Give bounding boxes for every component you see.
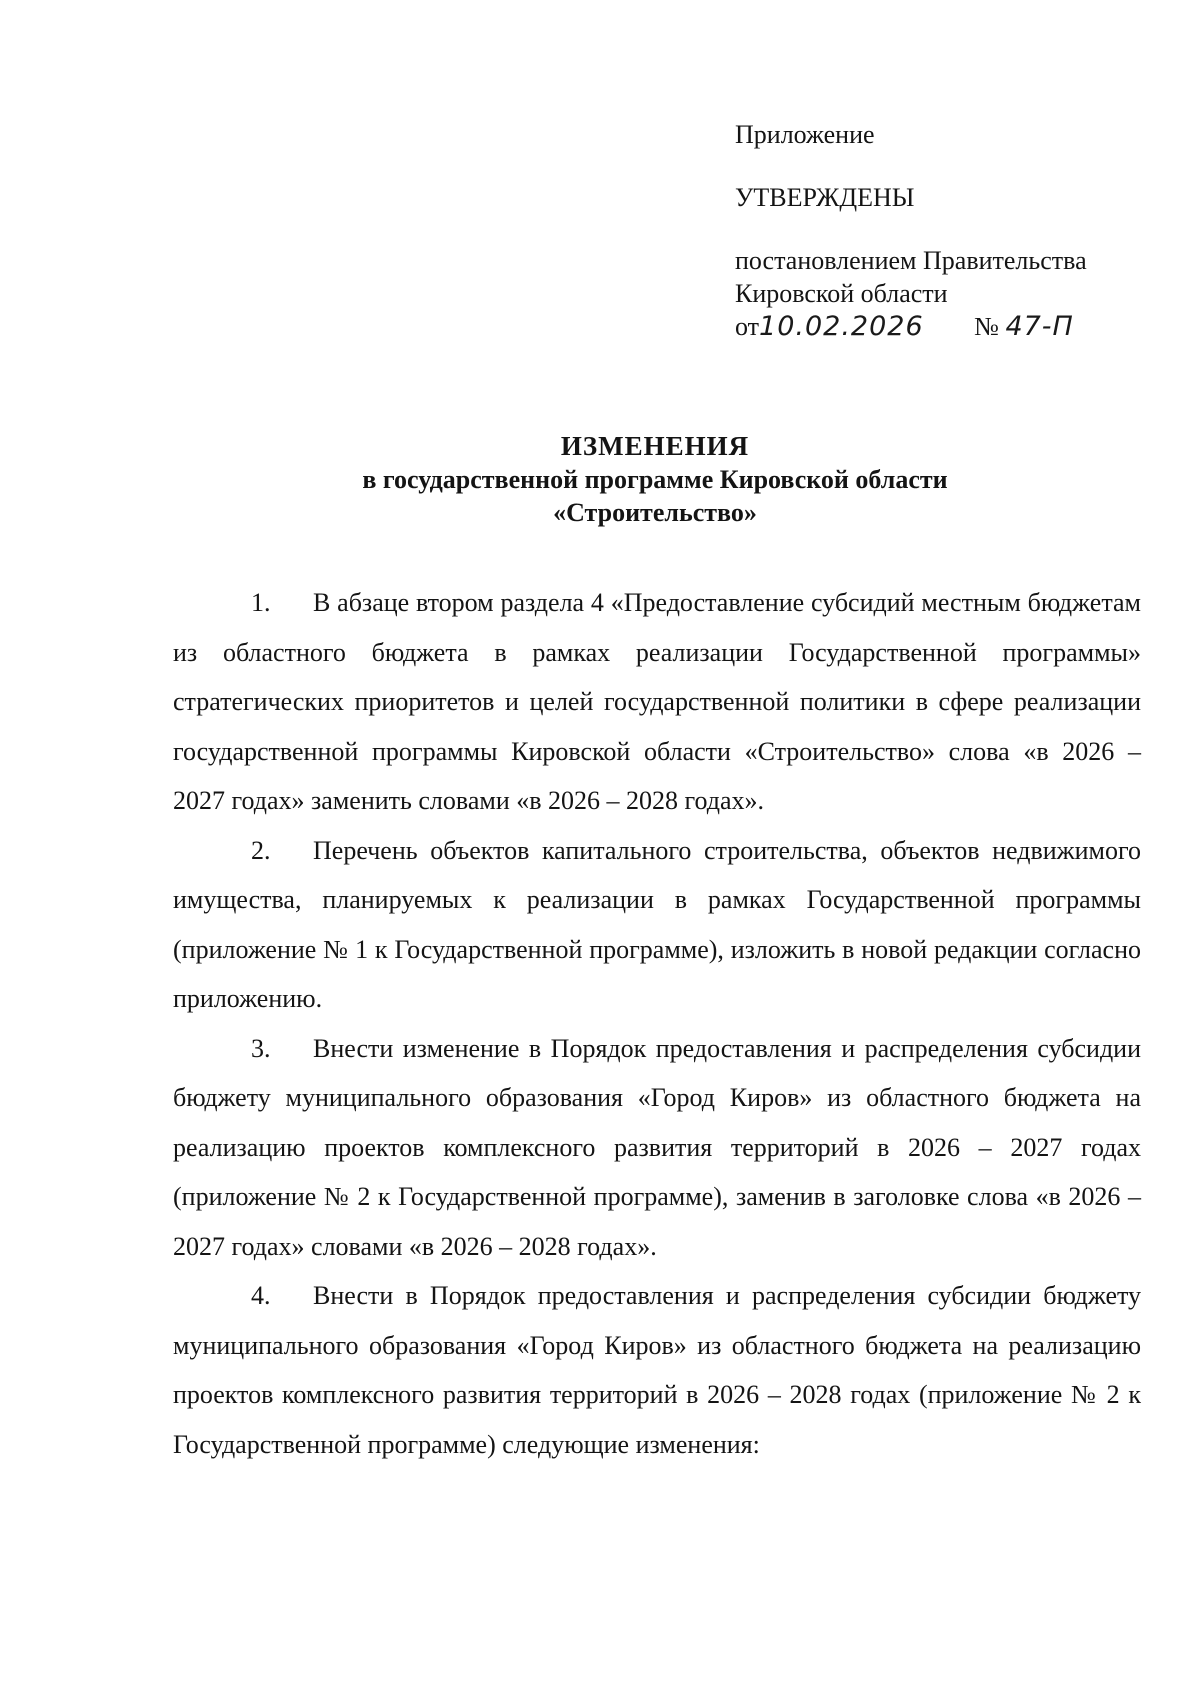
approval-date-line [735, 310, 1155, 343]
title-line2: в государственной программе Кировской области [362, 465, 948, 494]
item-text: Внести в Порядок предоставления и распределения субсидии бюджету муниципального образования «Город Киров» из областного бюджета на реализацию проектов комплексного развития территорий в 2026 – 2028 годах (приложение № 2 к Государственной программе) следующие изменения: [173, 1281, 1141, 1459]
item-number: 4. [251, 1281, 271, 1310]
item-text: В абзаце втором раздела 4 «Предоставление субсидий местным бюджетам из областного бюджета в рамках реализации Государственной программы» стратегических приоритетов и целей государственной политики в сфере реализации государственной программы Кировской области «Строительство» слова «в 2026 – 2027 годах» заменить словами «в 2026 – 2028 годах». [173, 588, 1141, 815]
appendix-label: Приложение [735, 120, 875, 149]
item-number: 3. [251, 1033, 271, 1063]
document-title [170, 430, 1140, 529]
approved-by-line2: Кировской области [735, 279, 948, 308]
item-number: 1. [251, 588, 271, 617]
list-item [173, 1271, 1141, 1469]
document-body [173, 578, 1141, 1469]
approved-by-line1: постановлением Правительства [735, 246, 1087, 275]
item-text: Внести изменение в Порядок предоставления и распределения субсидии бюджету муниципального образования «Город Киров» из областного бюджета на реализацию проектов комплексного развития территорий в 2026 – 2027 годах (приложение № 2 к Государственной программе), заменив в заголовке слова «в 2026 – 2027 годах» словами «в 2026 – 2028 годах». [173, 1033, 1141, 1261]
item-number: 2. [251, 835, 271, 865]
title-main: ИЗМЕНЕНИЯ [560, 431, 750, 461]
list-item [173, 826, 1141, 1024]
handwritten-date: 10.02.2026 [759, 311, 924, 342]
handwritten-number: 47-П [1005, 311, 1074, 342]
list-item [173, 1024, 1141, 1272]
number-label: № [974, 312, 999, 341]
list-item [173, 578, 1141, 826]
date-prefix: от [735, 312, 760, 341]
approved-label: УТВЕРЖДЕНЫ [735, 183, 915, 212]
item-text: Перечень объектов капитального строительства, объектов недвижимого имущества, планируемых к реализации в рамках Государственной программы (приложение № 1 к Государственной программе), изложить в новой редакции согласно приложению. [173, 835, 1141, 1013]
title-line3: «Строительство» [553, 498, 757, 527]
approval-block [735, 118, 1155, 343]
